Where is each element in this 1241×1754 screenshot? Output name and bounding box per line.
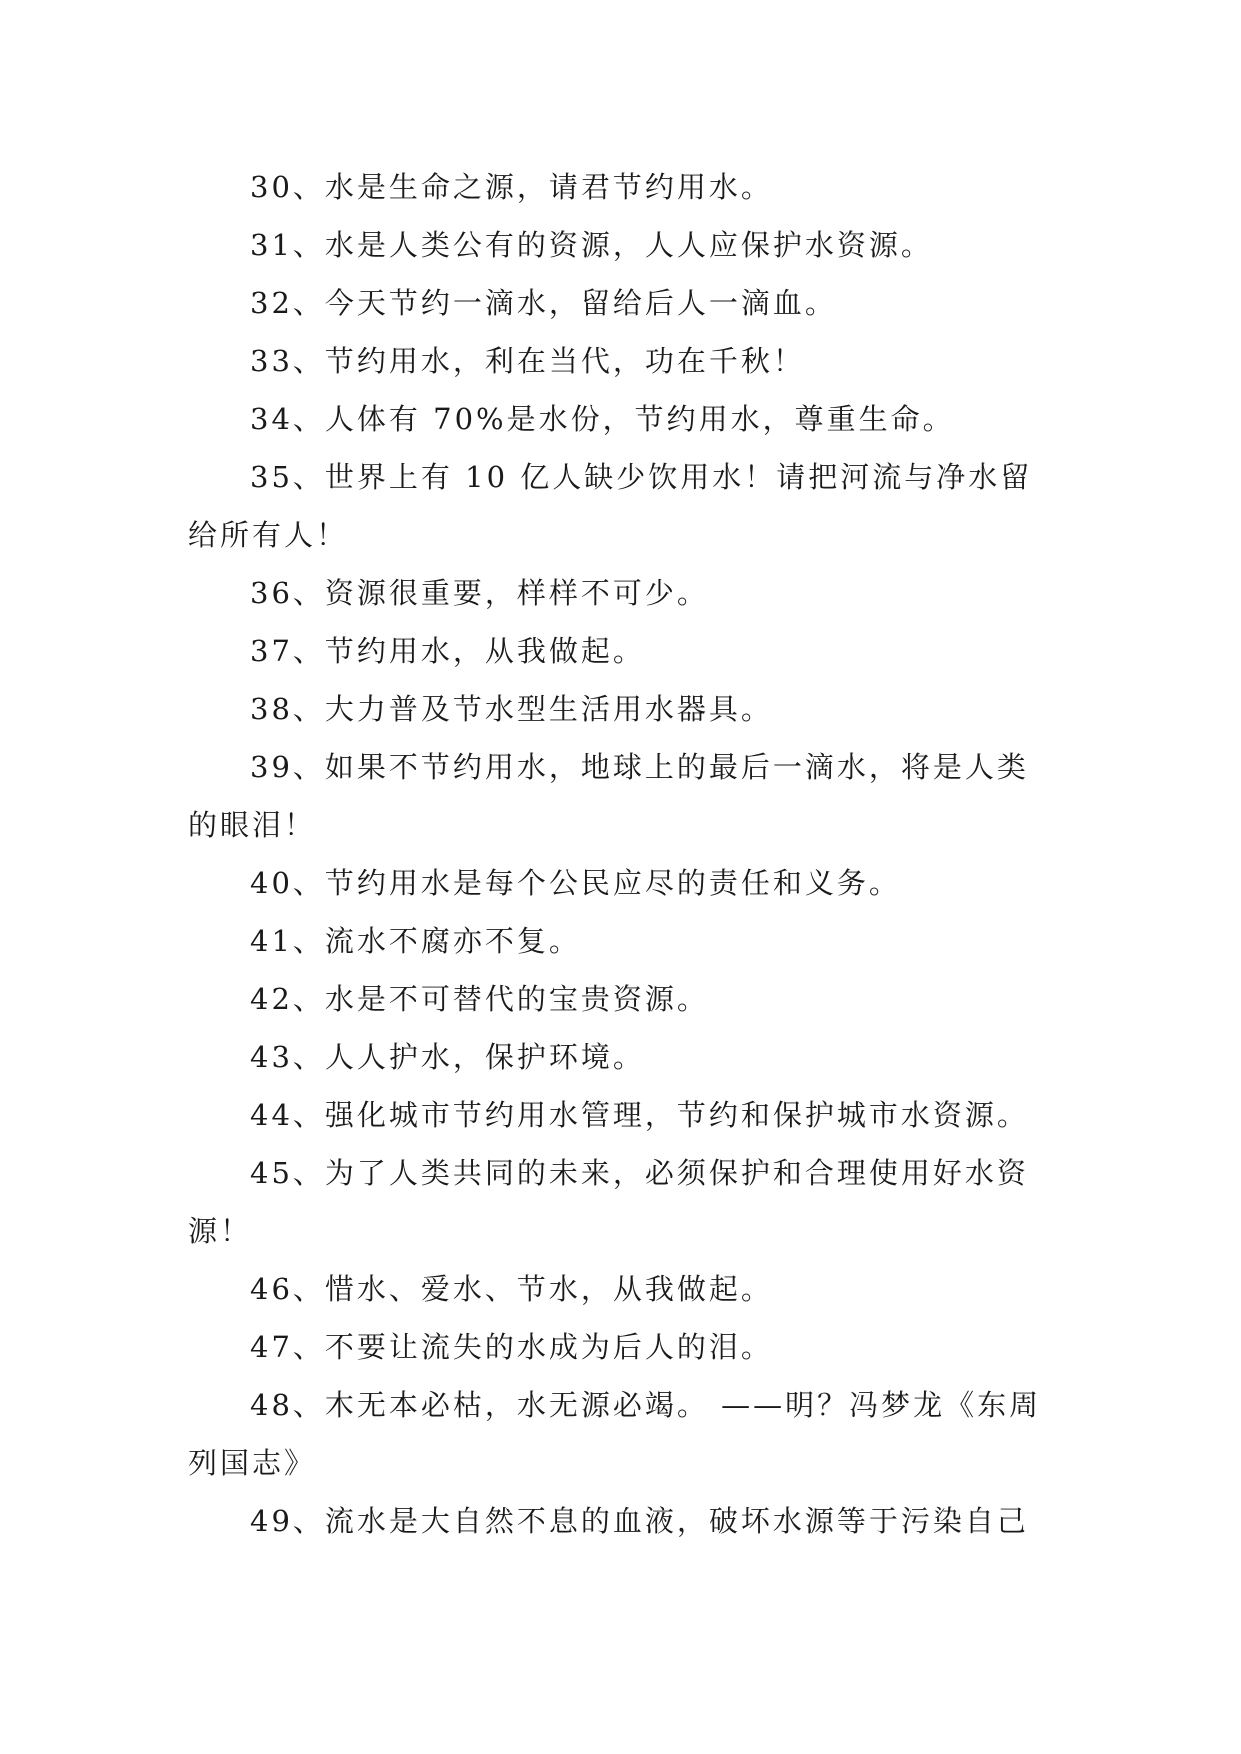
paragraph-43: 43、人人护水，保护环境。 bbox=[250, 1040, 645, 1074]
paragraph-30: 30、水是生命之源，请君节约用水。 bbox=[250, 170, 773, 204]
paragraph-36: 36、资源很重要，样样不可少。 bbox=[250, 576, 709, 610]
paragraph-41: 41、流水不腐亦不复。 bbox=[250, 924, 581, 958]
paragraph-32: 32、今天节约一滴水，留给后人一滴血。 bbox=[250, 286, 837, 320]
paragraph-42: 42、水是不可替代的宝贵资源。 bbox=[250, 982, 709, 1016]
paragraph-45: 45、为了人类共同的未来，必须保护和合理使用好水资源！ bbox=[188, 1156, 1029, 1248]
paragraph-37: 37、节约用水，从我做起。 bbox=[250, 634, 645, 668]
paragraph-33: 33、节约用水，利在当代，功在千秋！ bbox=[250, 344, 805, 378]
paragraph-44: 44、强化城市节约用水管理，节约和保护城市水资源。 bbox=[250, 1098, 1029, 1132]
paragraph-39: 39、如果不节约用水，地球上的最后一滴水，将是人类的眼泪！ bbox=[188, 750, 1029, 842]
document-body bbox=[188, 158, 1048, 1550]
paragraph-46: 46、惜水、爱水、节水，从我做起。 bbox=[250, 1272, 773, 1306]
paragraph-48: 48、木无本必枯，水无源必竭。 ——明？冯梦龙《东周列国志》 bbox=[188, 1388, 1042, 1480]
paragraph-31: 31、水是人类公有的资源，人人应保护水资源。 bbox=[250, 228, 933, 262]
paragraph-34: 34、人体有 70%是水份，节约用水，尊重生命。 bbox=[250, 402, 955, 436]
paragraph-40: 40、节约用水是每个公民应尽的责任和义务。 bbox=[250, 866, 901, 900]
paragraph-35: 35、世界上有 10 亿人缺少饮用水！请把河流与净水留给所有人！ bbox=[188, 460, 1033, 552]
paragraph-49: 49、流水是大自然不息的血液，破坏水源等于污染自己 bbox=[250, 1504, 1029, 1538]
paragraph-38: 38、大力普及节水型生活用水器具。 bbox=[250, 692, 773, 726]
paragraph-47: 47、不要让流失的水成为后人的泪。 bbox=[250, 1330, 773, 1364]
